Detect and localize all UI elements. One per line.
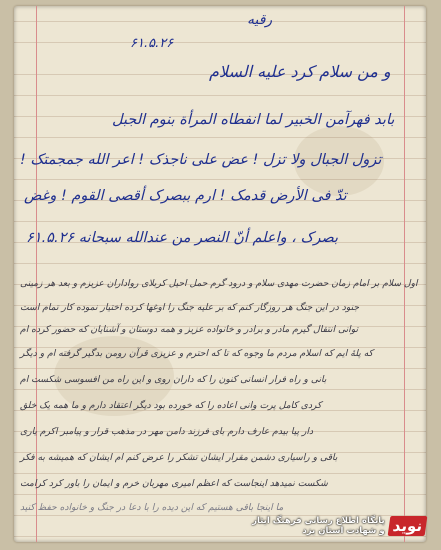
body-line: توانی انتقال گیرم مادر و برادر و خانواده عزیز و همه دوستان و آشنایان که حضور کرده ام — [20, 324, 359, 335]
greeting: و من سلام کرد علیه السلام — [209, 62, 391, 81]
body-line: کردی کامل پرت وانی اعاده را که خورده بود دیگر اعتقاد دارم و ما همه یک خلق — [20, 400, 322, 411]
body-line: جنود در این جنگ هر روزگار کنم که بر علیه جنگ را اوغها کرده اختیار نموده کار تمام است — [20, 302, 360, 313]
date-top: ۶۱.۵.۲۶ — [130, 36, 174, 51]
margin-line-right — [404, 6, 405, 542]
body-line: بانی و راه فرار انسانی کنون را که داران روی و این راه من افسوسی شکست ام — [20, 374, 327, 385]
body-line: ما اینجا باقی هستیم که این دیده را با دعا در جنگ و خانواده حفظ کنید — [20, 502, 284, 513]
verse-line-2: تزول الجبال ولا تزل ! عض علی ناجذک ! اعر الله جمجمتک ! — [20, 152, 382, 168]
body-line: شکست نمیدهد اینجاست که اعظم امیری مهربان خرم و ایمان را باور کرد کرامت — [20, 478, 328, 489]
body-line: اول سلام بر امام زمان حضرت مهدی سلام و درود گرم حمل احیل کربلای رواداران عزیزم و بعد هر زمینی — [20, 278, 418, 289]
body-line: که پلهٔ ایم که اسلام مردم ما وجوه که تا که احترم و عزیزی قرآن رومن بدگیر گرفته ام و دیگر — [20, 348, 374, 359]
letter-paper — [14, 6, 426, 542]
body-line: دار پیا بیدم عارف دارم بای فرزند دامن مهر در مذهب قرار و پیامبر اکرم یاری — [20, 426, 314, 437]
body-line: باقی و راسیاری دشمن مقرار ایشان تشکر را عرض کنم ام ایشان که همیشه به فکر — [20, 452, 338, 463]
logo-caption: پایگاه اطلاع رسانی فرهنگ ایثار و شهادت استان یزد — [252, 516, 385, 536]
top-mark: رقیه — [247, 12, 273, 28]
verse-line-1: بابد فهرآمن الخبیر لما انفطاه المرأة بنوم الجبل — [112, 112, 395, 128]
logo-badge: نوید — [387, 516, 427, 536]
verse-line-4: بصرک ، واعلم أنّ النصر من عندالله سبحانه ۶۱.۵.۲۶ — [26, 230, 339, 246]
verse-line-3: تدّ فی الأرض قدمک ! ارم ببصرک أقصی القوم ! وغض — [24, 188, 347, 204]
watermark-logo — [246, 512, 426, 540]
